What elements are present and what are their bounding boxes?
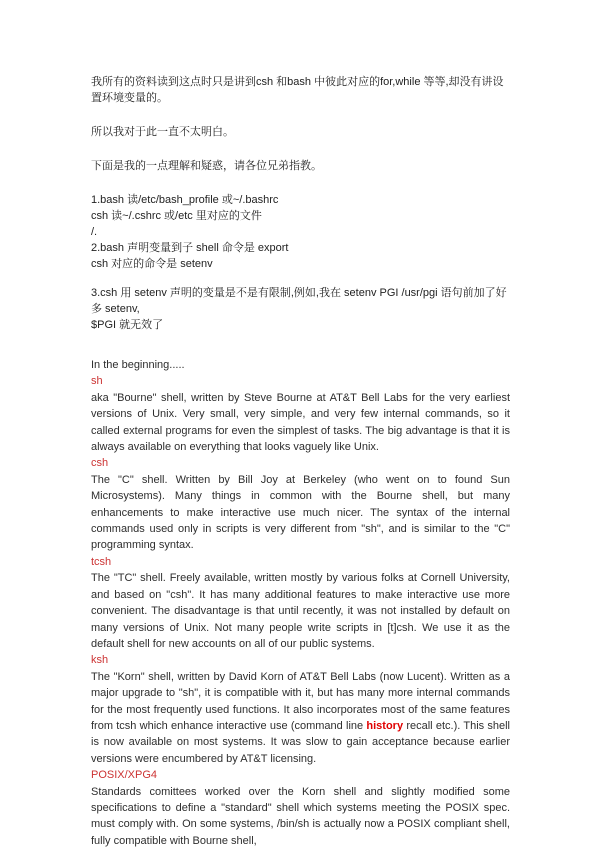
- numbered-notes-list: [91, 192, 510, 272]
- heading-posix-xpg4: POSIX/XPG4: [91, 769, 158, 782]
- question-3-line-1: 3.csh 用 setenv 声明的变量是不是有限制,例如,我在 setenv PGI /usr/pgi 语句前加了好多 setenv,: [91, 287, 507, 315]
- chinese-paragraph-3: 下面是我的一点理解和疑惑，请各位兄弟指教。: [91, 160, 322, 172]
- body-sh: aka "Bourne" shell, written by Steve Bourne at AT&T Bell Labs for the very earliest versions of Unix. Very small, very simple, and very few internal commands, so it called external programs for even the simplest of tasks. The big advantage is that it is always available on everything that looks vaguely like Unix.: [91, 391, 510, 454]
- heading-tcsh: tcsh: [91, 555, 112, 568]
- chinese-question-section: [91, 74, 510, 333]
- question-3-line-2: $PGI 就无效了: [91, 319, 164, 331]
- note-line-4: 2.bash 声明变量到子 shell 命令是 export: [91, 242, 289, 254]
- chinese-paragraph-2: 所以我对于此一直不太明白。: [91, 126, 234, 138]
- body-csh: The "C" shell. Written by Bill Joy at Berkeley (who went on to found Sun Microsystems). Many things in common with the Bourne shell, but many enhancements to make interactive use much nicer. The syntax of the internal commands used only in scripts is very different from "sh", and is similar to the "C" programming syntax.: [91, 473, 510, 552]
- history-highlight: history: [366, 719, 404, 732]
- note-line-2: csh 读~/.cshrc 或/etc 里对应的文件: [91, 210, 262, 222]
- body-ksh-after: recall etc.). This shell is now available on most systems. It was slow to gain acceptance because earlier versions were encumbered by AT&T licensing.: [91, 719, 511, 765]
- note-line-3: /.: [91, 226, 98, 238]
- body-ksh-before: The "Korn" shell, written by David Korn of AT&T Bell Labs (now Lucent). Written as a major upgrade to "sh", it is compatible with it, but has many more internal commands for the most frequently used functions. It also incorporates most of the same features from tcsh which enhance interactive use (command line: [91, 670, 510, 732]
- heading-sh: sh: [91, 375, 103, 388]
- heading-ksh: ksh: [91, 654, 109, 667]
- intro-line: In the beginning.....: [91, 359, 185, 371]
- body-posix-xpg4: Standards comittees worked over the Korn shell and slightly modified some specifications to define a "standard" shell which systems meeting the POSIX spec. must comply with. On some systems, /bin/sh is actually now a POSIX compliant shell, fully compatible with Bourne shell,: [91, 785, 510, 847]
- body-ksh: [91, 669, 510, 767]
- chinese-paragraph-1: 我所有的资料读到这点时只是讲到csh 和bash 中彼此对应的for,while 等等,却没有讲设置环境变量的。: [91, 76, 504, 104]
- heading-csh: csh: [91, 457, 109, 470]
- note-line-1: 1.bash 读/etc/bash_profile 或~/.bashrc: [91, 194, 279, 206]
- question-item-3: [91, 285, 510, 333]
- note-line-5: csh 对应的命令是 setenv: [91, 258, 213, 270]
- body-tcsh: The "TC" shell. Freely available, written mostly by various folks at Cornell University, and based on "csh". It has many additional features to make interactive use more convenient. The disadvantage is that until recently, it was not installed by default on many versions of Unix. Not many people write scripts in [t]csh. We use it as the default shell for new accounts on all of our public systems.: [91, 572, 510, 650]
- shell-history-section: [91, 357, 510, 849]
